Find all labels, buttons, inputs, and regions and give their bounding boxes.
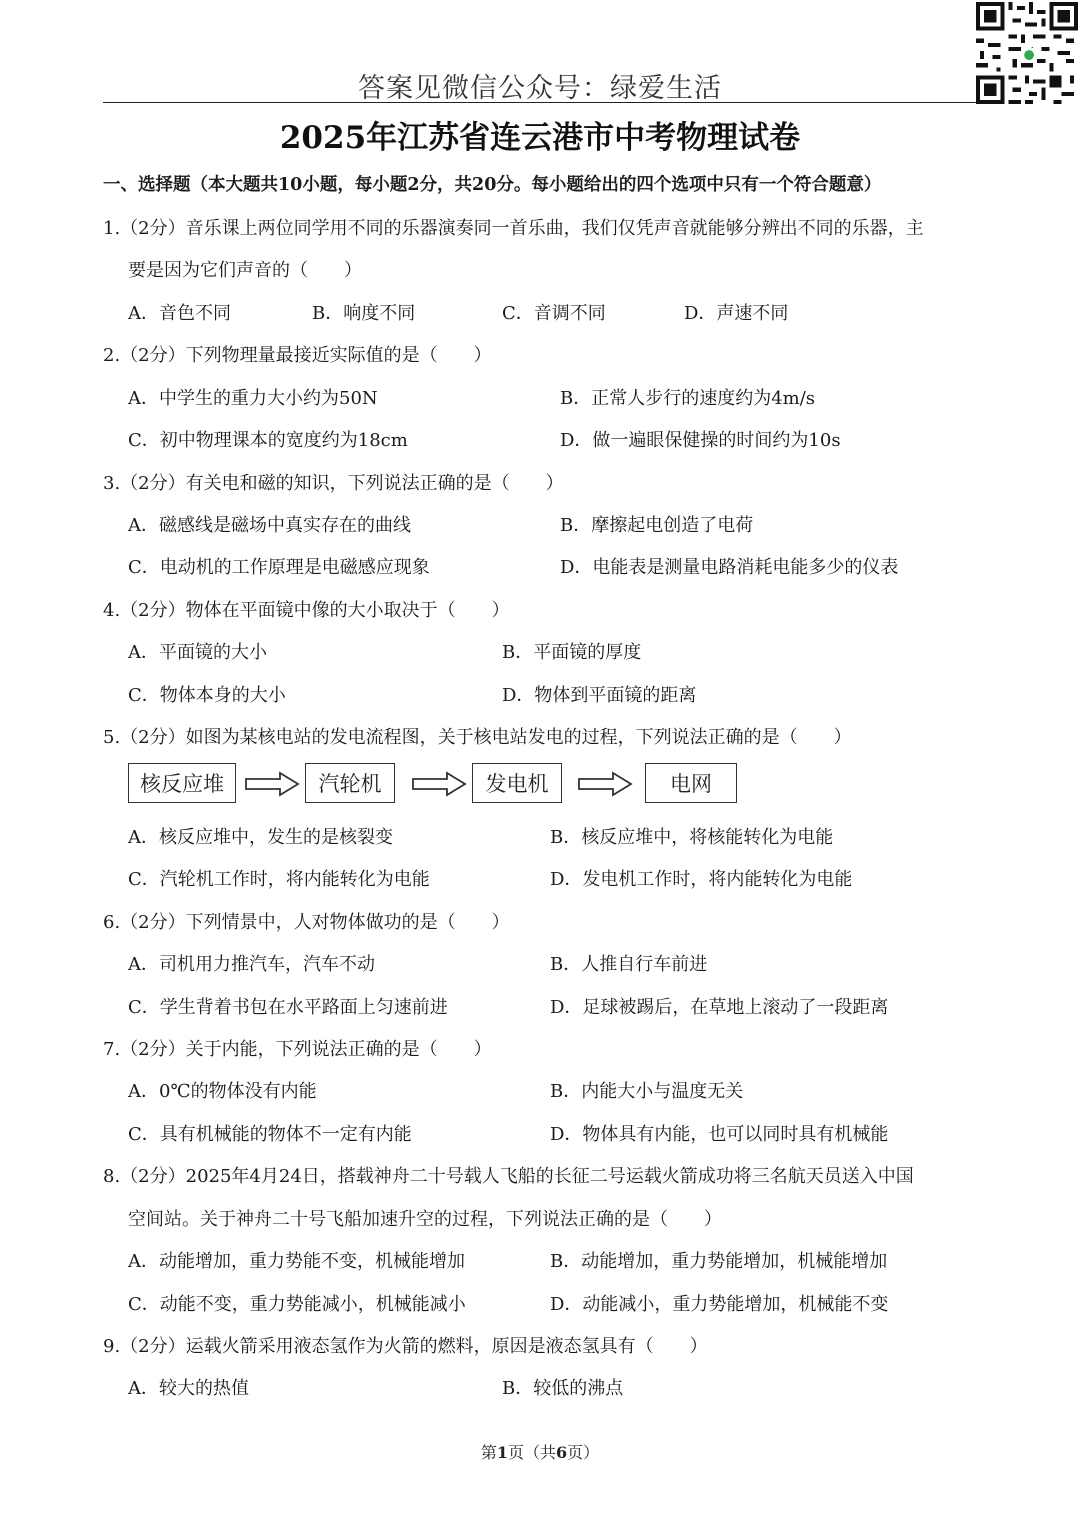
question-8-stem: 8.（2分）2025年4月24日，搭载神舟二十号载人飞船的长征二号运载火箭成功将三名航天员送入中国 [103,1166,914,1187]
q4-option-a: A．平面镜的大小 [128,642,267,663]
q4-option-c: C．物体本身的大小 [128,685,286,706]
question-1-stem: 1.（2分）音乐课上两位同学用不同的乐器演奏同一首乐曲，我们仅凭声音就能够分辨出不同的乐器，主 [103,218,924,239]
q6-option-d: D．足球被踢后，在草地上滚动了一段距离 [550,997,889,1018]
header-note: 答案见微信公众号：绿爱生活 [358,73,722,104]
q2-option-d: D．做一遍眼保健操的时间约为10s [560,430,841,451]
footer-mid: 页（共 [507,1443,556,1462]
q6-option-a: A．司机用力推汽车，汽车不动 [128,954,375,975]
q8-option-b: B．动能增加，重力势能增加，机械能增加 [550,1251,888,1272]
q2-option-c: C．初中物理课本的宽度约为18cm [128,430,408,451]
flow-arrow-3-icon [577,770,633,798]
q4-option-d: D．物体到平面镜的距离 [502,685,697,706]
flow-box-generator: 发电机 [472,763,562,803]
q9-option-b: B．较低的沸点 [502,1378,624,1399]
q2-option-a: A．中学生的重力大小约为50N [128,388,378,409]
q1-option-a: A．音色不同 [128,303,231,324]
page-footer [0,1440,1080,1463]
q3-option-a: A．磁感线是磁场中真实存在的曲线 [128,515,411,536]
q5-option-d: D．发电机工作时，将内能转化为电能 [550,869,853,890]
flow-box-turbine: 汽轮机 [305,763,395,803]
q1-option-b: B．响度不同 [312,303,416,324]
footer-prefix: 第 [480,1443,497,1462]
question-4-stem: 4.（2分）物体在平面镜中像的大小取决于（ ） [103,600,510,621]
flow-box-reactor: 核反应堆 [128,763,236,803]
q7-option-d: D．物体具有内能，也可以同时具有机械能 [550,1124,889,1145]
section-heading: 一、选择题（本大题共10小题，每小题2分，共20分。每小题给出的四个选项中只有一个符合题意） [103,175,882,195]
q1-option-c: C．音调不同 [502,303,606,324]
footer-suffix: 页） [567,1443,600,1462]
question-3-stem: 3.（2分）有关电和磁的知识，下列说法正确的是（ ） [103,473,564,494]
q8-option-c: C．动能不变，重力势能减小，机械能减小 [128,1294,466,1315]
q8-option-a: A．动能增加，重力势能不变，机械能增加 [128,1251,465,1272]
q6-option-b: B．人推自行车前进 [550,954,708,975]
question-7-stem: 7.（2分）关于内能，下列说法正确的是（ ） [103,1039,492,1060]
q5-option-c: C．汽轮机工作时，将内能转化为电能 [128,869,430,890]
q8-option-d: D．动能减小，重力势能增加，机械能不变 [550,1294,889,1315]
q6-option-c: C．学生背着书包在水平路面上匀速前进 [128,997,448,1018]
q5-option-b: B．核反应堆中，将核能转化为电能 [550,827,834,848]
question-9-stem: 9.（2分）运载火箭采用液态氢作为火箭的燃料，原因是液态氢具有（ ） [103,1336,708,1357]
q3-option-d: D．电能表是测量电路消耗电能多少的仪表 [560,557,899,578]
q3-option-c: C．电动机的工作原理是电磁感应现象 [128,557,430,578]
footer-page-number: 1 [496,1443,508,1462]
question-5-stem: 5.（2分）如图为某核电站的发电流程图，关于核电站发电的过程，下列说法正确的是（ ） [103,727,852,748]
qr-code-icon [976,2,1078,104]
question-1-stem-cont: 要是因为它们声音的（ ） [128,260,362,281]
exam-title: 2025年江苏省连云港市中考物理试卷 [279,120,801,156]
question-2-stem: 2.（2分）下列物理量最接近实际值的是（ ） [103,345,492,366]
q7-option-c: C．具有机械能的物体不一定有内能 [128,1124,412,1145]
q1-option-d: D．声速不同 [684,303,789,324]
header-divider [103,102,976,103]
footer-page-total: 6 [556,1443,568,1462]
q7-option-b: B．内能大小与温度无关 [550,1081,744,1102]
q2-option-b: B．正常人步行的速度约为4m/s [560,388,816,409]
q3-option-b: B．摩擦起电创造了电荷 [560,515,754,536]
flow-arrow-1-icon [244,770,300,798]
flow-box-grid: 电网 [645,763,737,803]
question-8-stem-cont: 空间站。关于神舟二十号飞船加速升空的过程，下列说法正确的是（ ） [128,1209,722,1230]
question-6-stem: 6.（2分）下列情景中，人对物体做功的是（ ） [103,912,510,933]
flow-arrow-2-icon [411,770,467,798]
q5-option-a: A．核反应堆中，发生的是核裂变 [128,827,393,848]
q9-option-a: A．较大的热值 [128,1378,249,1399]
q4-option-b: B．平面镜的厚度 [502,642,642,663]
q7-option-a: A．0℃的物体没有内能 [128,1081,317,1102]
